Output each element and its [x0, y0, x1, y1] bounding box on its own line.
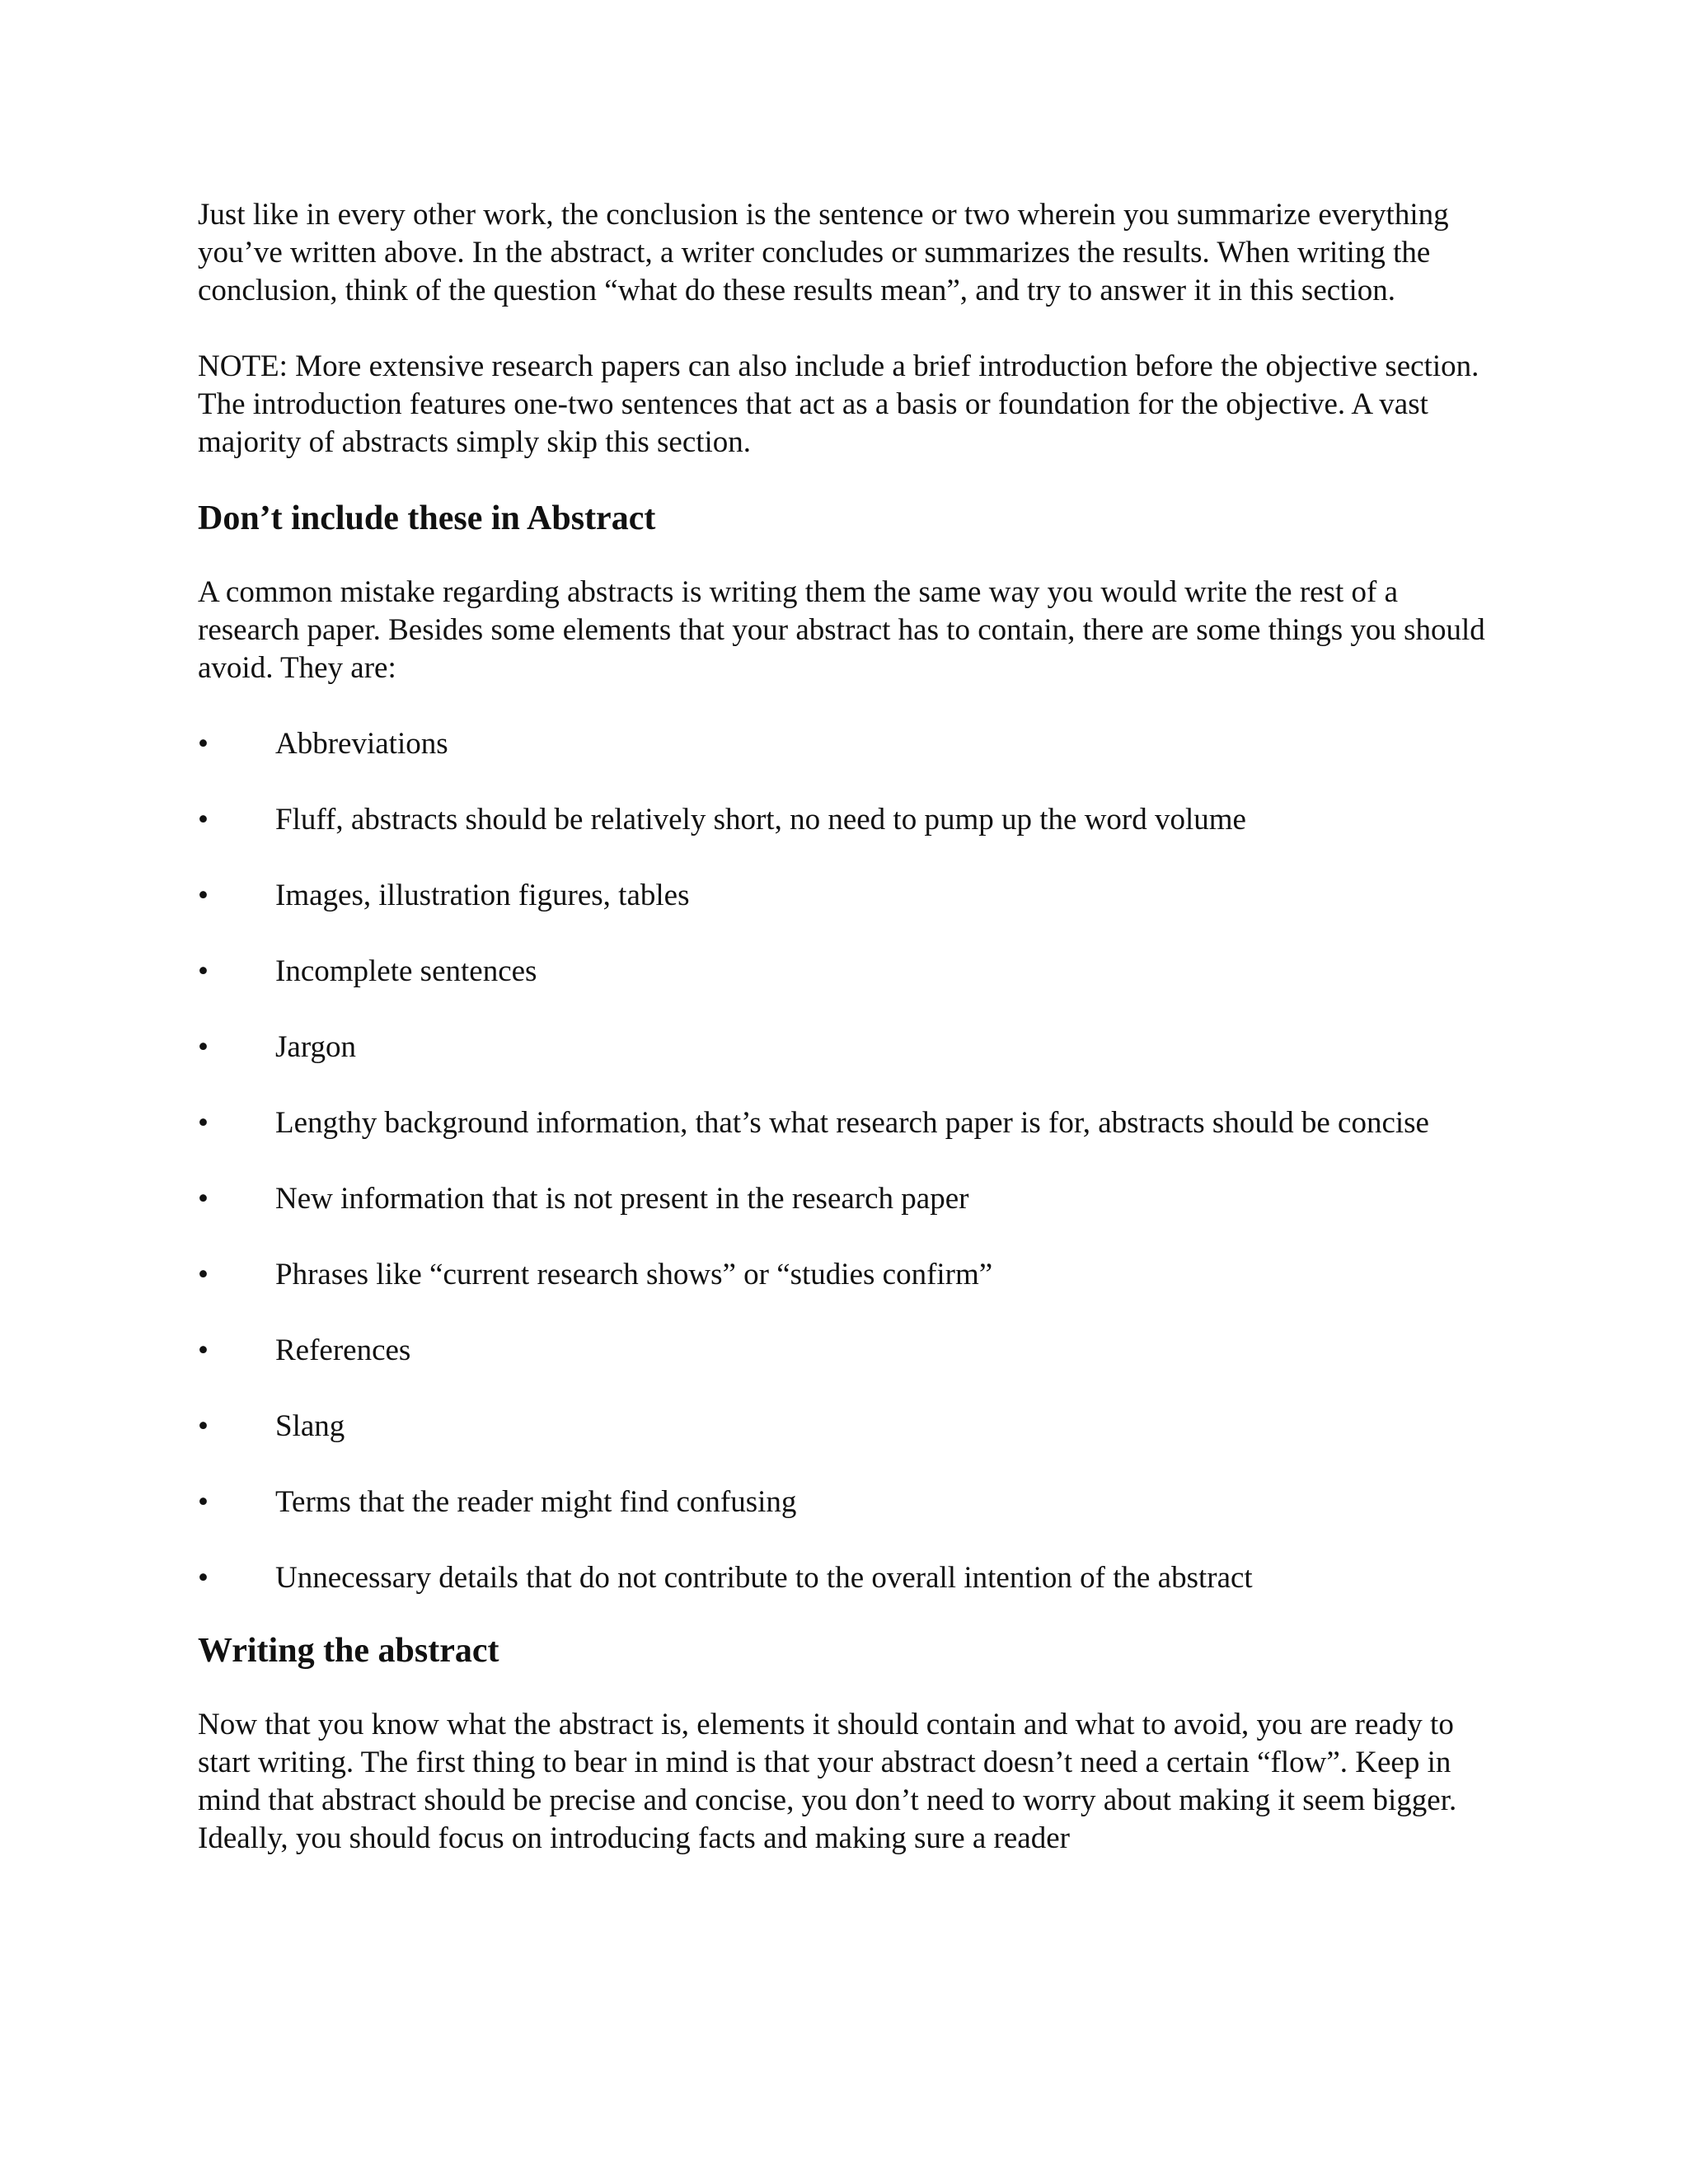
list-item-text: Fluff, abstracts should be relatively short, no need to pump up the word volume [275, 803, 1246, 837]
list-item [198, 1559, 1500, 1597]
bullet-icon: • [198, 1030, 209, 1064]
list-item-text: Jargon [275, 1030, 356, 1064]
list-item [198, 725, 1500, 763]
list-item-text: Phrases like “current research shows” or “studies confirm” [275, 1258, 993, 1291]
list-item [198, 877, 1500, 915]
bullet-icon: • [198, 1333, 209, 1367]
section-heading-dont-include: Don’t include these in Abstract [198, 499, 656, 537]
bullet-icon: • [198, 1561, 209, 1595]
list-item [198, 801, 1500, 839]
list-item-text: Slang [275, 1409, 345, 1443]
list-item [198, 1332, 1500, 1370]
list-item-text: Lengthy background information, that’s what research paper is for, abstracts should be concise [275, 1106, 1429, 1140]
bullet-icon: • [198, 1182, 209, 1216]
bullet-icon: • [198, 1258, 209, 1291]
list-item-text: Images, illustration figures, tables [275, 879, 690, 912]
list-item [198, 953, 1500, 991]
list-item-text: References [275, 1333, 411, 1367]
list-item [198, 1104, 1500, 1142]
bullet-icon: • [198, 1485, 209, 1519]
list-item-text: Incomplete sentences [275, 954, 537, 988]
section-heading-writing: Writing the abstract [198, 1632, 499, 1670]
bullet-icon: • [198, 954, 209, 988]
bullet-icon: • [198, 803, 209, 837]
list-item [198, 1256, 1500, 1294]
list-item-text: Abbreviations [275, 727, 448, 761]
list-item [198, 1408, 1500, 1446]
list-item [198, 1483, 1500, 1521]
list-item-text: Unnecessary details that do not contribute to the overall intention of the abstract [275, 1561, 1253, 1595]
bullet-icon: • [198, 1106, 209, 1140]
note-paragraph: NOTE: More extensive research papers can also include a brief introduction before the objective section. The introduction features one-two sentences that act as a basis or foundation for the objective. A vast majority of abstracts simply skip this section. [198, 349, 1479, 459]
list-item-text: New information that is not present in the research paper [275, 1182, 969, 1216]
avoid-list [198, 725, 1500, 1597]
bullet-icon: • [198, 727, 209, 761]
writing-paragraph: Now that you know what the abstract is, elements it should contain and what to avoid, you are ready to start writing. The first thing to bear in mind is that your abstract doesn’t need a certain “flow”. Keep in mind that abstract should be precise and concise, you don’t need to worry about making it seem bigger. Ideally, you should focus on introducing facts and making sure a reader [198, 1708, 1457, 1855]
conclusion-paragraph: Just like in every other work, the conclusion is the sentence or two wherein you summarize everything you’ve written above. In the abstract, a writer concludes or summarizes the results. When writing the conclusion, think of the question “what do these results mean”, and try to answer it in this section. [198, 198, 1449, 307]
list-item [198, 1180, 1500, 1218]
list-item-text: Terms that the reader might find confusing [275, 1485, 797, 1519]
list-item [198, 1029, 1500, 1066]
document-page [198, 196, 1500, 1858]
bullet-icon: • [198, 1409, 209, 1443]
bullet-icon: • [198, 879, 209, 912]
section-intro-paragraph: A common mistake regarding abstracts is writing them the same way you would write the rest of a research paper. Besides some elements that your abstract has to contain, there are some things you should avoid. They are: [198, 575, 1485, 685]
